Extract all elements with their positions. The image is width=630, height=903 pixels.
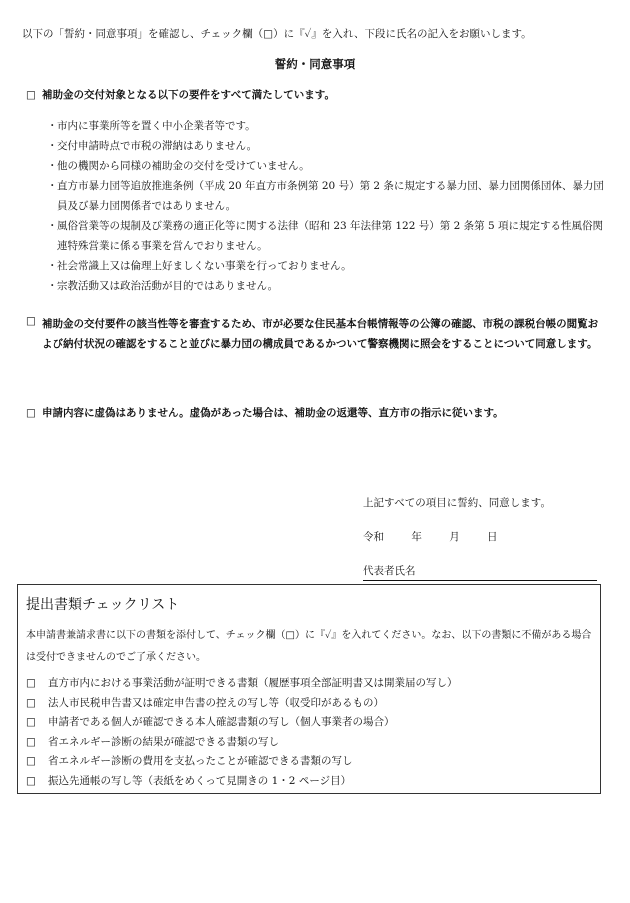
requirement-item: ・ 他の機関から同様の補助金の交付を受けていません。 xyxy=(47,160,310,172)
day-label: 日 xyxy=(487,531,498,543)
requirement-item: ・ 市内に事業所等を置く中小企業者等です。 xyxy=(47,120,256,132)
pledge-statement: 上記すべての項目に誓約、同意します。 xyxy=(363,497,551,509)
checklist-checkbox[interactable]: □ xyxy=(26,735,36,748)
checklist-item: □ 直方市内における事業活動が証明できる書類（履歴事項全部証明書又は開業届の写し） xyxy=(26,674,596,694)
requirement-item: ・ 宗教活動又は政治活動が目的ではありません。 xyxy=(47,280,279,292)
pledge-item-1-text: 補助金の交付対象となる以下の要件をすべて満たしています。 xyxy=(42,89,335,101)
checklist-title: 提出書類チェックリスト xyxy=(26,597,180,613)
requirement-item: ・ 交付申請時点で市税の滞納はありません。 xyxy=(47,140,258,152)
representative-name-field[interactable] xyxy=(363,564,597,581)
section-title: 誓約・同意事項 xyxy=(274,57,356,71)
checklist-checkbox[interactable]: □ xyxy=(26,677,36,689)
checklist-item: □ 省エネルギー診断の結果が確認できる書類の写し xyxy=(26,733,596,753)
requirement-item: ・ 社会常識上又は倫理上好ましくない事業を行っておりません。 xyxy=(47,260,352,272)
checklist-item: □ 振込先通帳の写し等（表紙をめくって見開きの 1・2 ページ目） xyxy=(26,772,596,792)
requirement-item: ・ 風俗営業等の規制及び業務の適正化等に関する法律（昭和 23 年法律第 122 号）第 2 条第 5 項に規定する性風俗関連特殊営業に係る事業を営んでおりません。 xyxy=(47,220,603,252)
checkbox-pledge-1[interactable]: □ xyxy=(26,89,36,101)
checkbox-pledge-3[interactable]: □ xyxy=(26,407,36,419)
checklist-checkbox[interactable]: □ xyxy=(26,716,36,729)
era-label: 令和 xyxy=(363,531,384,543)
intro-text: 以下の「誓約・同意事項」を確認し、チェック欄（□）に『✓』を入れ、下段に氏名の記入をお願いします。 xyxy=(22,28,532,40)
checkbox-pledge-2[interactable]: □ xyxy=(26,315,36,327)
signature-block xyxy=(363,496,603,581)
pledge-item-3-text: 申請内容に虚偽はありません。虚偽があった場合は、補助金の返還等、直方市の指示に従います。 xyxy=(42,407,504,419)
month-label: 月 xyxy=(449,531,460,543)
checklist-description: 本申請書兼請求書に以下の書類を添付して、チェック欄（□）に『✓』を入れてください。なお、以下の書類に不備がある場合は受付できませんのでご了承ください。 xyxy=(26,630,592,663)
date-row[interactable] xyxy=(363,530,603,550)
checklist-item: □ 法人市民税申告書又は確定申告書の控えの写し等（収受印があるもの） xyxy=(26,694,596,714)
checklist-item: □ 申請者である個人が確認できる本人確認書類の写し（個人事業者の場合） xyxy=(26,713,596,733)
requirement-list xyxy=(47,116,612,296)
checklist-checkbox[interactable]: □ xyxy=(26,774,36,787)
pledge-item-1 xyxy=(26,88,606,103)
checklist-item: □ 省エネルギー診断の費用を支払ったことが確認できる書類の写し xyxy=(26,752,596,772)
year-label: 年 xyxy=(411,531,422,543)
requirement-item: ・ 直方市暴力団等追放推進条例（平成 20 年直方市条例第 20 号）第 2 条に規定する暴力団、暴力団関係団体、暴力団員及び暴力団関係者ではありません。 xyxy=(47,180,604,212)
pledge-item-2 xyxy=(26,314,606,354)
checklist-checkbox[interactable]: □ xyxy=(26,755,36,768)
checklist-checkbox[interactable]: □ xyxy=(26,696,36,709)
representative-name-label: 代表者氏名 xyxy=(363,565,416,577)
pledge-item-3 xyxy=(26,406,606,421)
document-checklist xyxy=(17,584,601,794)
checklist-items xyxy=(26,674,596,792)
pledge-item-2-text: 補助金の交付要件の該当性等を審査するため、市が必要な住民基本台帳情報等の公簿の確認、市税の課税台帳の閲覧および納付状況の確認をすること並びに暴力団の構成員であるかついて警察機関に照会をすることについて同意します。 xyxy=(42,318,599,350)
